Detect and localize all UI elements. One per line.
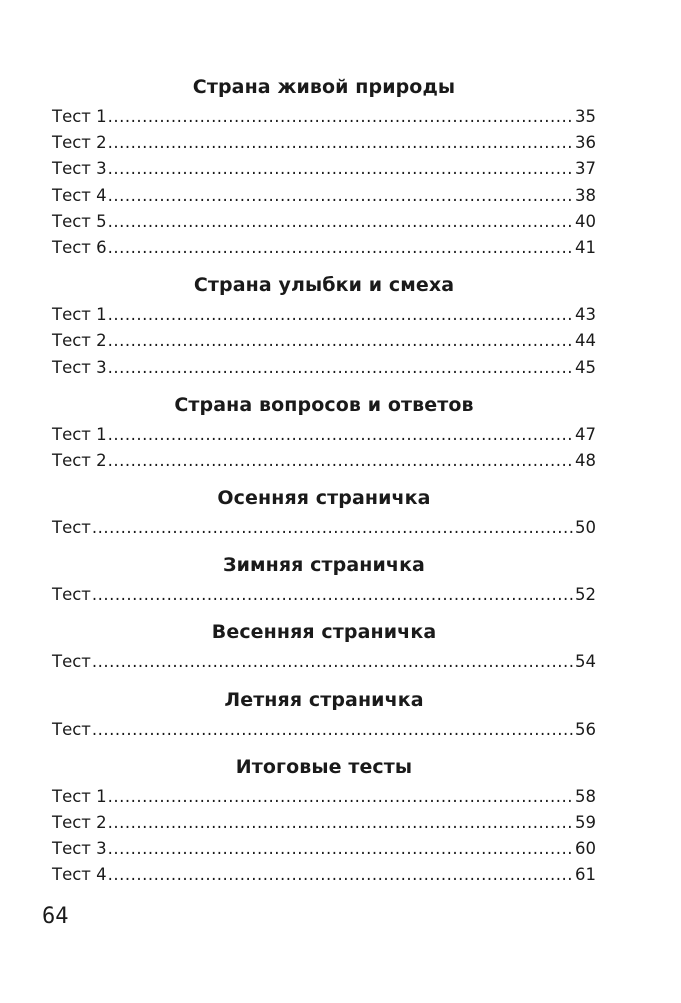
dot-leader [108, 302, 574, 328]
dot-leader [108, 810, 574, 836]
section-title: Весенняя страничка [211, 621, 437, 644]
entry-page-number: 44 [575, 331, 596, 351]
entry-label: Тест 2 [52, 331, 107, 351]
dot-leader [108, 422, 574, 448]
toc-section [52, 750, 596, 889]
dot-leader [108, 836, 574, 862]
entry-page-number: 45 [575, 357, 596, 377]
toc-entry[interactable] [52, 448, 596, 474]
dot-leader [108, 328, 574, 354]
entry-label: Тест 6 [52, 237, 107, 257]
toc-entry[interactable] [52, 836, 596, 862]
entry-label: Тест 1 [52, 424, 107, 444]
entry-page-number: 41 [575, 237, 596, 257]
toc-entry[interactable] [52, 104, 596, 130]
table-of-contents [52, 70, 596, 889]
dot-leader [92, 515, 574, 541]
entry-page-number: 37 [575, 159, 596, 179]
entry-page-number: 43 [575, 305, 596, 325]
dot-leader [108, 183, 574, 209]
entry-page-number: 52 [575, 585, 596, 605]
entry-label: Тест [52, 652, 91, 672]
toc-section [52, 481, 596, 541]
entry-page-number: 59 [575, 813, 596, 832]
entry-page-number: 56 [575, 719, 596, 739]
dot-leader [108, 784, 574, 810]
entry-page-number: 48 [575, 450, 596, 470]
toc-entry[interactable] [52, 183, 596, 209]
entry-label: Тест 1 [52, 305, 107, 325]
dot-leader [108, 355, 574, 381]
toc-section [52, 70, 596, 261]
toc-section [52, 683, 596, 743]
entry-page-number: 60 [575, 839, 596, 859]
entry-page-number: 54 [575, 652, 596, 672]
toc-entry[interactable] [52, 862, 596, 888]
entry-page-number: 35 [575, 107, 596, 126]
entry-label: Тест 3 [52, 357, 107, 377]
section-title: Летняя страничка [224, 688, 424, 711]
entry-page-number: 58 [575, 786, 596, 806]
dot-leader [108, 156, 574, 182]
dot-leader [108, 862, 574, 888]
toc-section [52, 615, 596, 675]
dot-leader [92, 582, 574, 608]
entry-label: Тест [52, 719, 91, 739]
dot-leader [108, 130, 574, 156]
dot-leader [108, 235, 574, 261]
entry-page-number: 61 [575, 865, 596, 885]
toc-entry[interactable] [52, 422, 596, 448]
entry-label: Тест 2 [52, 133, 107, 153]
toc-entry[interactable] [52, 156, 596, 182]
toc-entry[interactable] [52, 302, 596, 328]
dot-leader [108, 448, 574, 474]
entry-label: Тест 2 [52, 450, 107, 470]
toc-section [52, 548, 596, 608]
section-title: Страна живой природы [192, 76, 456, 98]
page-number: 64 [42, 904, 69, 929]
toc-entry[interactable] [52, 717, 596, 743]
entry-label: Тест 4 [52, 185, 107, 205]
toc-entry[interactable] [52, 355, 596, 381]
toc-entry[interactable] [52, 810, 596, 836]
entry-page-number: 38 [575, 185, 596, 205]
toc-entry[interactable] [52, 328, 596, 354]
entry-label: Тест 1 [52, 786, 107, 806]
entry-label: Тест 3 [52, 159, 107, 179]
entry-page-number: 36 [575, 133, 596, 153]
toc-entry[interactable] [52, 235, 596, 261]
entry-label: Тест 4 [52, 865, 107, 885]
entry-page-number: 47 [575, 424, 596, 444]
entry-label: Тест 5 [52, 211, 107, 231]
section-title: Осенняя страничка [217, 487, 431, 510]
entry-page-number: 40 [575, 211, 596, 231]
toc-entry[interactable] [52, 582, 596, 608]
entry-label: Тест 3 [52, 839, 107, 859]
section-title: Страна улыбки и смеха [193, 274, 455, 297]
entry-page-number: 50 [575, 518, 596, 538]
entry-label: Тест [52, 518, 91, 538]
section-title: Страна вопросов и ответов [174, 393, 474, 416]
section-title: Итоговые тесты [235, 755, 413, 778]
entry-label: Тест 1 [52, 107, 107, 126]
dot-leader [108, 209, 574, 235]
section-title: Зимняя страничка [223, 554, 425, 577]
dot-leader [92, 717, 574, 743]
toc-entry[interactable] [52, 784, 596, 810]
entry-label: Тест [52, 585, 91, 605]
toc-section [52, 388, 596, 474]
dot-leader [108, 104, 574, 130]
dot-leader [92, 649, 574, 675]
toc-entry[interactable] [52, 649, 596, 675]
toc-entry[interactable] [52, 209, 596, 235]
entry-label: Тест 2 [52, 813, 107, 832]
toc-entry[interactable] [52, 515, 596, 541]
toc-section [52, 268, 596, 381]
toc-entry[interactable] [52, 130, 596, 156]
